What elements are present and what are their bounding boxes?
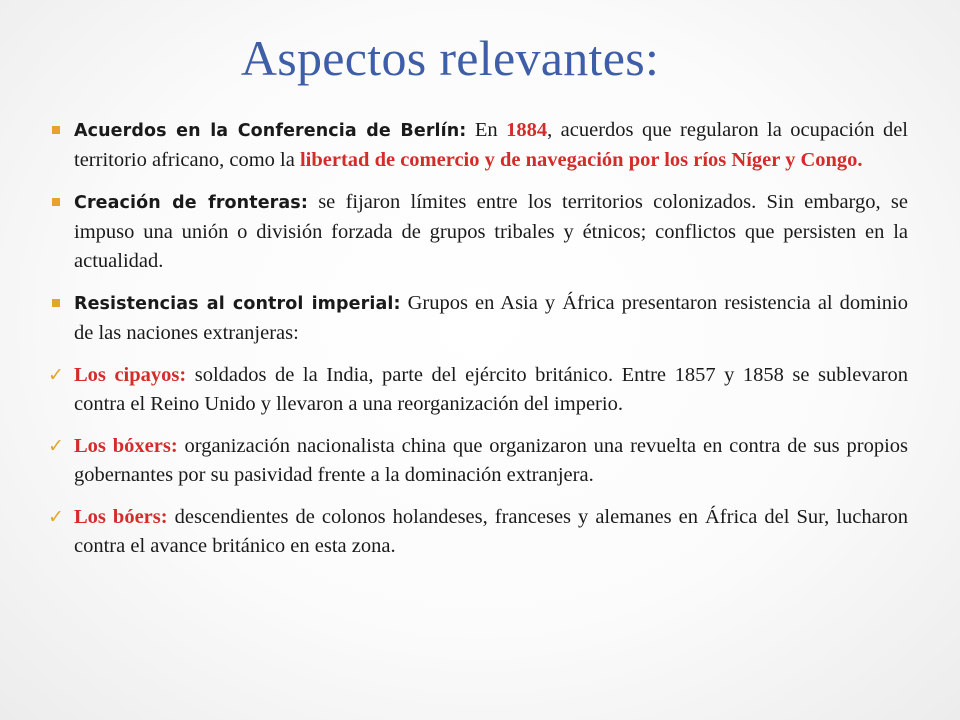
item-text: descendientes de colonos holandeses, franceses y alemanes en África del Sur, lucharon contra el avance británico en esta zona. — [74, 506, 908, 557]
item-text: , acuerdos que regularon la ocupación del territorio africano, como la — [74, 119, 909, 171]
slide-content — [48, 116, 908, 574]
item-year: 1884 — [506, 119, 548, 141]
slide-title: Aspectos relevantes: — [240, 30, 660, 86]
item-text: organización nacionalista china que organizaron una revuelta en contra de sus propios gobernantes por su pasividad frente a la dominación extranjera. — [74, 435, 908, 486]
list-item-berlin-conference — [48, 116, 908, 175]
item-term: Creación de fronteras: — [74, 193, 308, 213]
item-term: Los bóxers: — [74, 435, 178, 457]
item-highlight: libertad de comercio y de navegación por los ríos Níger y Congo. — [299, 149, 863, 171]
item-text: En — [466, 119, 507, 141]
check-bullet-icon: ✓ — [48, 435, 64, 457]
list-item-cipayos — [48, 361, 908, 419]
check-bullet-icon: ✓ — [48, 506, 64, 528]
list-item-borders — [48, 188, 908, 276]
item-term: Los bóers: — [74, 506, 168, 528]
item-text: soldados de la India, parte del ejército británico. Entre 1857 y 1858 se sublevaron contra el Reino Unido y llevaron a una reorganización del imperio. — [74, 364, 908, 415]
item-term: Resistencias al control imperial: — [74, 294, 401, 314]
list-item-boers — [48, 503, 908, 561]
check-bullet-icon: ✓ — [48, 364, 64, 386]
item-term: Acuerdos en la Conferencia de Berlín: — [74, 121, 467, 141]
item-term: Los cipayos: — [74, 364, 187, 386]
list-item-resistance — [48, 289, 908, 348]
item-text: se fijaron límites entre los territorios colonizados. Sin embargo, se impuso una unión o división forzada de grupos tribales y étnicos; conflictos que persisten en la actualidad. — [74, 191, 908, 272]
item-text: Grupos en Asia y África presentaron resistencia al dominio de las naciones extranjeras: — [74, 292, 908, 344]
list-item-boxers — [48, 432, 908, 490]
